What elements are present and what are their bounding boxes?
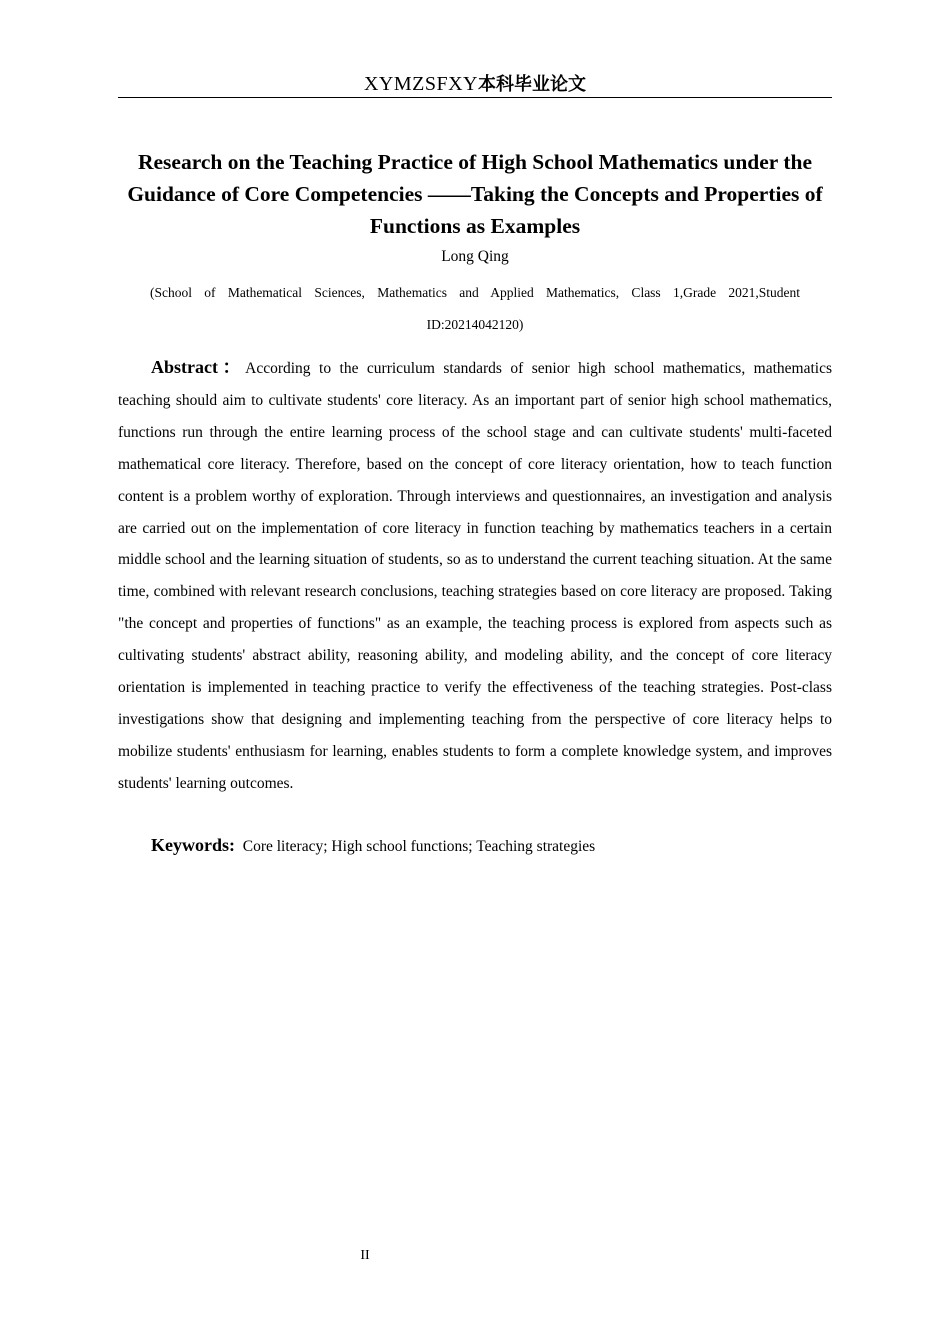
abstract-text: According to the curriculum standards of senior high school mathematics, mathematics teaching should aim to cultivate students' core literacy. As an important part of senior high school mathematics, functions run through the entire learning process of the school stage and can cultivate students' multi-faceted mathematical core literacy. Therefore, based on the concept of core literacy orientation, how to teach function content is a problem worthy of exploration. Through interviews and questionnaires, an investigation and analysis are carried out on the implementation of core literacy in function teaching by mathematics teachers in a certain middle school and the learning situation of students, so as to understand the current teaching situation. At the same time, combined with relevant research conclusions, teaching strategies based on core literacy are proposed. Taking "the concept and properties of functions" as an example, the teaching process is explored from aspects such as cultivating students' abstract ability, reasoning ability, and modeling ability, and the concept of core literacy orientation is implemented in teaching practice to verify the effectiveness of the teaching strategies. Post-class investigations show that designing and implementing teaching from the perspective of core literacy helps to mobilize students' enthusiasm for learning, enables students to form a complete knowledge system, and improves students' learning outcomes. xyxy=(118,360,832,792)
keywords-label: Keywords: xyxy=(151,835,235,855)
keywords-text: Core literacy; High school functions; Teaching strategies xyxy=(242,838,596,855)
page-number: II xyxy=(360,1248,370,1263)
keywords-paragraph xyxy=(118,830,832,862)
paper-title: Research on the Teaching Practice of High School Mathematics under the Guidance of Core Competencies ——Taking the Concepts and Properties of Functions as Examples xyxy=(127,150,823,238)
author-name: Long Qing xyxy=(441,248,509,265)
page-header xyxy=(118,70,832,98)
abstract-paragraph xyxy=(118,352,832,800)
author-affiliation: (School of Mathematical Sciences, Mathematics and Applied Mathematics, Class 1,Grade 2021,Student ID:20214042120) xyxy=(150,285,800,332)
abstract-label: Abstract： xyxy=(151,357,246,377)
header-cjk: 本科毕业论文 xyxy=(478,74,587,95)
header-latin: XYMZSFXY xyxy=(363,73,479,95)
